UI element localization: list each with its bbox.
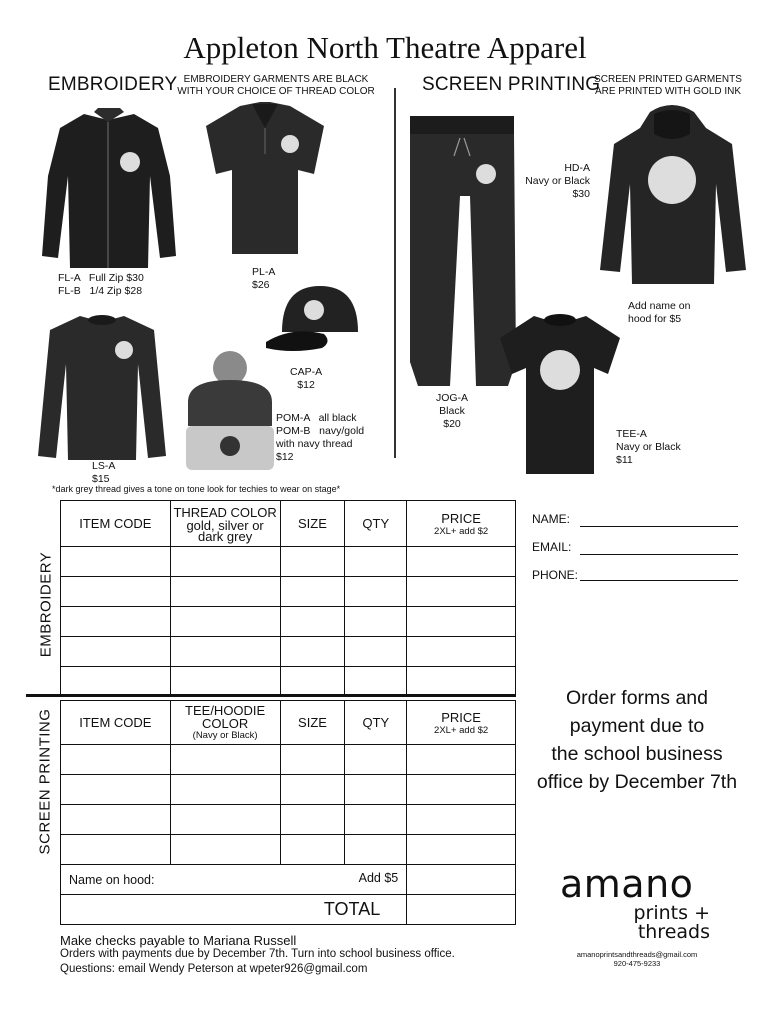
garment-color-cell[interactable] xyxy=(170,775,280,805)
due-line: the school business xyxy=(551,743,723,765)
total-cell[interactable] xyxy=(407,895,516,925)
caption-line: $12 xyxy=(297,379,315,391)
tshirt-image xyxy=(496,310,624,480)
header-line: gold, silver or xyxy=(186,518,264,533)
header-line: PRICE xyxy=(441,709,481,725)
screen-side-label: SCREEN PRINTING xyxy=(36,708,54,855)
table-row[interactable] xyxy=(61,577,516,607)
size-cell[interactable] xyxy=(280,547,345,577)
name-label: NAME: xyxy=(532,512,571,526)
embroidery-note-line: WITH YOUR CHOICE OF THREAD COLOR xyxy=(177,86,375,97)
item-code-cell[interactable] xyxy=(61,577,171,607)
total-row[interactable] xyxy=(61,895,516,925)
item-code-cell[interactable] xyxy=(61,775,171,805)
price-cell[interactable] xyxy=(407,775,516,805)
page-title: Appleton North Theatre Apparel xyxy=(183,30,587,65)
thread-color-cell[interactable] xyxy=(170,577,280,607)
thread-color-header xyxy=(170,501,280,547)
thread-color-cell[interactable] xyxy=(170,667,280,697)
brand-email: amanoprintsandthreads@gmail.com xyxy=(576,950,698,959)
section-divider xyxy=(394,88,396,458)
garment-color-cell[interactable] xyxy=(170,835,280,865)
item-code-cell[interactable] xyxy=(61,607,171,637)
caption-line: FL-B 1/4 Zip $28 xyxy=(58,285,143,297)
header-line: TEE/HOODIE xyxy=(185,703,266,718)
table-row[interactable] xyxy=(61,835,516,865)
header-line: 2XL+ add $2 xyxy=(434,525,489,537)
table-row[interactable] xyxy=(61,667,516,697)
price-cell[interactable] xyxy=(407,637,516,667)
size-cell[interactable] xyxy=(280,577,345,607)
caption-line: $12 xyxy=(276,451,294,463)
item-code-cell[interactable] xyxy=(61,667,171,697)
tee-caption xyxy=(616,428,681,467)
screen-order-table xyxy=(60,700,516,925)
total-label: TOTAL xyxy=(323,899,381,919)
size-cell[interactable] xyxy=(280,637,345,667)
screen-note-line: SCREEN PRINTED GARMENTS xyxy=(594,74,742,85)
caption-line: CAP-A xyxy=(290,366,323,378)
price-cell[interactable] xyxy=(407,745,516,775)
item-code-cell[interactable] xyxy=(61,835,171,865)
qty-cell[interactable] xyxy=(345,607,407,637)
caption-line: FL-A Full Zip $30 xyxy=(58,272,144,284)
thread-footnote: *dark grey thread gives a tone on tone look for techies to wear on stage* xyxy=(52,484,341,494)
qty-cell[interactable] xyxy=(345,577,407,607)
thread-color-cell[interactable] xyxy=(170,637,280,667)
due-notice xyxy=(520,684,754,796)
thread-color-cell[interactable] xyxy=(170,547,280,577)
garment-color-cell[interactable] xyxy=(170,805,280,835)
size-cell[interactable] xyxy=(280,775,345,805)
total-label-cell xyxy=(61,895,407,925)
brand-logo-subtext xyxy=(600,904,710,942)
qty-cell[interactable] xyxy=(345,835,407,865)
due-line: payment due to xyxy=(569,715,705,737)
caption-line: hood for $5 xyxy=(628,313,682,325)
price-header xyxy=(407,501,516,547)
polo-shirt-image xyxy=(200,98,330,260)
pom-beanie-image xyxy=(182,350,278,472)
qty-cell[interactable] xyxy=(345,547,407,577)
caption-line: Navy or Black xyxy=(525,175,590,187)
price-cell[interactable] xyxy=(407,805,516,835)
qty-cell[interactable] xyxy=(345,667,407,697)
thread-color-cell[interactable] xyxy=(170,607,280,637)
caption-line: POM-A all black xyxy=(276,412,357,424)
caption-line: HD-A xyxy=(564,162,590,174)
polo-caption xyxy=(252,266,275,292)
table-header-row xyxy=(61,701,516,745)
caption-line: $26 xyxy=(252,279,270,291)
table-row[interactable] xyxy=(61,805,516,835)
caption-line: Navy or Black xyxy=(616,441,681,453)
due-line: Order forms and xyxy=(566,687,708,709)
embroidery-note-line: EMBROIDERY GARMENTS ARE BLACK xyxy=(183,74,369,85)
price-cell[interactable] xyxy=(407,667,516,697)
brand-logo-word: amano xyxy=(560,862,694,906)
screen-note-line: ARE PRINTED WITH GOLD INK xyxy=(594,86,742,97)
table-header-row xyxy=(61,501,516,547)
size-cell[interactable] xyxy=(280,835,345,865)
garment-color-cell[interactable] xyxy=(170,745,280,775)
header-line: THREAD COLOR xyxy=(173,505,277,520)
header-line: dark grey xyxy=(198,529,253,544)
brand-phone: 920-475-9233 xyxy=(613,959,661,968)
brand-line: prints + xyxy=(633,902,710,924)
fleece-caption xyxy=(58,272,144,298)
cap-caption xyxy=(290,366,322,392)
email-label: EMAIL: xyxy=(532,540,572,554)
caption-line: $11 xyxy=(616,454,633,466)
table-row[interactable] xyxy=(61,637,516,667)
size-cell[interactable] xyxy=(280,667,345,697)
hoodie-image xyxy=(598,100,748,286)
price-header xyxy=(407,701,516,745)
caption-line: LS-A xyxy=(92,460,116,472)
pom-caption xyxy=(276,412,364,464)
item-code-cell[interactable] xyxy=(61,637,171,667)
garment-color-header xyxy=(170,701,280,745)
table-row[interactable] xyxy=(61,547,516,577)
longsleeve-caption xyxy=(92,460,115,486)
table-row[interactable] xyxy=(61,775,516,805)
questions-note: Questions: email Wendy Peterson at wpeter926@gmail.com xyxy=(60,963,368,975)
header-line: (Navy or Black) xyxy=(192,730,258,741)
caption-line: $30 xyxy=(572,188,590,200)
name-on-hood-cell[interactable] xyxy=(61,865,407,895)
item-code-header: ITEM CODE xyxy=(61,501,171,547)
embroidery-note xyxy=(176,74,376,98)
brand-contact xyxy=(556,950,718,968)
price-cell[interactable] xyxy=(407,607,516,637)
caption-line: TEE-A xyxy=(616,428,647,440)
price-cell[interactable] xyxy=(407,547,516,577)
size-header: SIZE xyxy=(280,501,345,547)
embroidery-side-label: EMBROIDERY xyxy=(37,551,55,658)
name-on-hood-row[interactable] xyxy=(61,865,516,895)
embroidery-heading: EMBROIDERY xyxy=(48,74,178,95)
size-header: SIZE xyxy=(280,701,345,745)
caption-line: with navy thread xyxy=(276,438,353,450)
qty-header: QTY xyxy=(345,501,407,547)
size-cell[interactable] xyxy=(280,745,345,775)
header-line: 2XL+ add $2 xyxy=(434,724,489,736)
item-code-cell[interactable] xyxy=(61,805,171,835)
qty-cell[interactable] xyxy=(345,775,407,805)
price-cell[interactable] xyxy=(407,577,516,607)
email-field[interactable] xyxy=(580,554,738,555)
qty-cell[interactable] xyxy=(345,637,407,667)
caption-line: JOG-A xyxy=(435,392,469,404)
qty-cell[interactable] xyxy=(345,745,407,775)
hoodie-caption xyxy=(520,162,590,201)
screen-heading: SCREEN PRINTING xyxy=(422,74,601,95)
embroidery-order-table xyxy=(60,500,516,697)
orders-due-note: Orders with payments due by December 7th. Turn into school business office. xyxy=(60,948,455,960)
caption-line: Add name on xyxy=(628,300,691,312)
hood-name-caption xyxy=(628,300,690,326)
hood-price-cell[interactable] xyxy=(407,865,516,895)
header-line: COLOR xyxy=(202,716,249,731)
qty-header: QTY xyxy=(345,701,407,745)
caption-line: $15 xyxy=(92,473,110,485)
due-line: office by December 7th xyxy=(536,771,738,793)
header-line: PRICE xyxy=(441,510,481,526)
caption-line: Black xyxy=(439,405,465,417)
size-cell[interactable] xyxy=(280,805,345,835)
fleece-jacket-image xyxy=(36,106,181,271)
item-code-cell[interactable] xyxy=(61,745,171,775)
screen-note xyxy=(588,74,748,98)
phone-label: PHONE: xyxy=(532,568,579,582)
item-code-cell[interactable] xyxy=(61,547,171,577)
table-row[interactable] xyxy=(61,745,516,775)
item-code-header: ITEM CODE xyxy=(61,701,171,745)
brand-line: threads xyxy=(637,921,710,943)
table-row[interactable] xyxy=(61,607,516,637)
name-field[interactable] xyxy=(580,526,738,527)
add-5-label: Add $5 xyxy=(358,871,399,885)
caption-line: PL-A xyxy=(252,266,276,278)
long-sleeve-shirt-image xyxy=(36,312,168,464)
price-cell[interactable] xyxy=(407,835,516,865)
joggers-caption xyxy=(432,392,472,431)
size-cell[interactable] xyxy=(280,607,345,637)
caption-line: POM-B navy/gold xyxy=(276,425,365,437)
name-on-hood-label: Name on hood: xyxy=(69,872,155,887)
phone-field[interactable] xyxy=(580,580,738,581)
qty-cell[interactable] xyxy=(345,805,407,835)
checks-payable-note: Make checks payable to Mariana Russell xyxy=(60,933,297,948)
caption-line: $20 xyxy=(443,418,461,430)
